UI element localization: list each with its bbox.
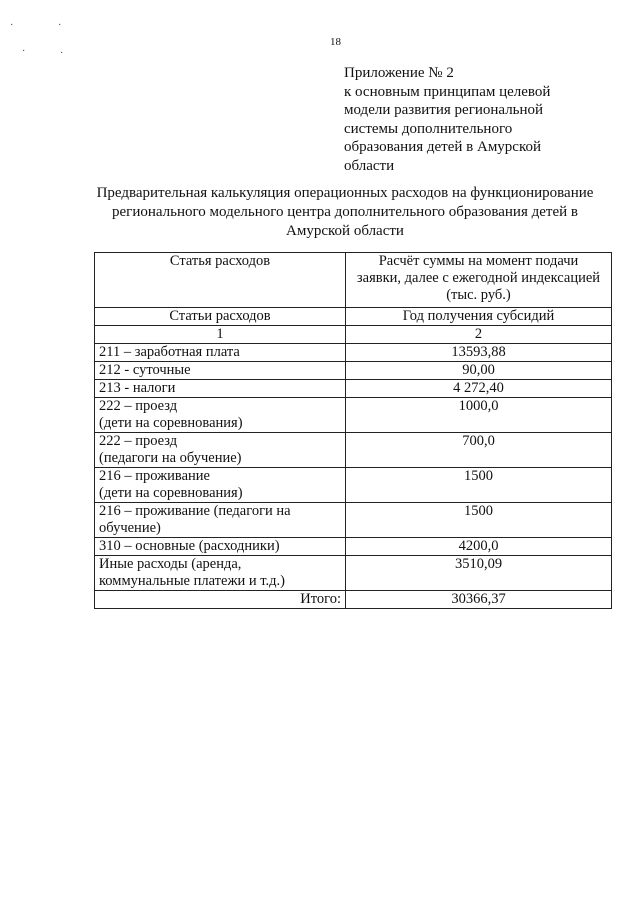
value-cell: 90,00 — [346, 362, 612, 380]
header-cell — [346, 253, 612, 308]
item-cell — [95, 344, 346, 362]
scan-speck: · — [10, 20, 14, 31]
header-line: (тыс. руб.) — [446, 287, 511, 303]
value-cell: 3510,09 — [346, 556, 612, 591]
table-row — [95, 344, 612, 362]
value-cell: 13593,88 — [346, 344, 612, 362]
total-value: 30366,37 — [346, 591, 612, 609]
item-line: 222 – проезд — [99, 433, 178, 449]
item-cell — [95, 433, 346, 468]
scan-speck: · — [22, 46, 26, 57]
table-header-row — [95, 326, 612, 344]
item-line: (дети на соревнования) — [99, 415, 243, 431]
total-label: Итого: — [95, 591, 346, 609]
item-cell — [95, 468, 346, 503]
value-cell: 1000,0 — [346, 398, 612, 433]
appendix-line: области — [344, 157, 395, 174]
table-row — [95, 503, 612, 538]
value-cell: 1500 — [346, 468, 612, 503]
scan-speck: · — [60, 48, 64, 59]
header-cell: Статьи расходов — [95, 308, 346, 326]
value-cell: 4200,0 — [346, 538, 612, 556]
appendix-line: образования детей в Амурской — [344, 139, 542, 155]
table-row — [95, 556, 612, 591]
table-header-row — [95, 253, 612, 308]
value-cell: 4 272,40 — [346, 380, 612, 398]
appendix-note — [344, 64, 594, 175]
item-line: Иные расходы (аренда, — [99, 556, 242, 572]
table-row — [95, 398, 612, 433]
scan-speck: · — [58, 20, 62, 31]
item-cell — [95, 380, 346, 398]
item-line: (педагоги на обучение) — [99, 450, 242, 466]
table-row — [95, 380, 612, 398]
item-line: 211 – заработная плата — [99, 344, 240, 360]
table-row — [95, 468, 612, 503]
table-row — [95, 362, 612, 380]
item-cell — [95, 556, 346, 591]
item-line: коммунальные платежи и т.д.) — [99, 573, 285, 589]
title-line: регионального модельного центра дополнительного образования детей в — [112, 204, 578, 220]
item-line: обучение) — [99, 520, 161, 536]
appendix-line: модели развития региональной — [344, 102, 544, 118]
item-line: 212 - суточные — [99, 362, 191, 378]
table-row — [95, 433, 612, 468]
item-cell — [95, 398, 346, 433]
title-line: Предварительная калькуляция операционных расходов на функционирование — [96, 185, 594, 201]
document-title — [70, 184, 620, 241]
header-cell: Год получения субсидий — [346, 308, 612, 326]
item-cell — [95, 538, 346, 556]
title-line: Амурской области — [286, 223, 404, 239]
appendix-line: к основным принципам целевой — [344, 83, 551, 100]
item-line: 213 - налоги — [99, 380, 176, 396]
item-cell — [95, 362, 346, 380]
item-line: 216 – проживание — [99, 468, 210, 484]
header-line: Расчёт суммы на момент подачи — [378, 253, 579, 269]
header-line: заявки, далее с ежегодной индексацией — [356, 270, 601, 286]
item-cell — [95, 503, 346, 538]
page-number: 18 — [330, 36, 341, 48]
header-cell: Статья расходов — [95, 253, 346, 308]
value-cell: 700,0 — [346, 433, 612, 468]
cost-table — [94, 252, 612, 609]
value-cell: 1500 — [346, 503, 612, 538]
appendix-line: системы дополнительного — [344, 120, 513, 137]
header-cell: 1 — [95, 326, 346, 344]
table-total-row — [95, 591, 612, 609]
table-header-row — [95, 308, 612, 326]
item-line: 310 – основные (расходники) — [99, 538, 280, 554]
header-cell: 2 — [346, 326, 612, 344]
item-line: 216 – проживание (педагоги на — [99, 503, 291, 519]
appendix-line: Приложение № 2 — [344, 65, 454, 81]
item-line: 222 – проезд — [99, 398, 178, 414]
table-row — [95, 538, 612, 556]
item-line: (дети на соревнования) — [99, 485, 243, 501]
